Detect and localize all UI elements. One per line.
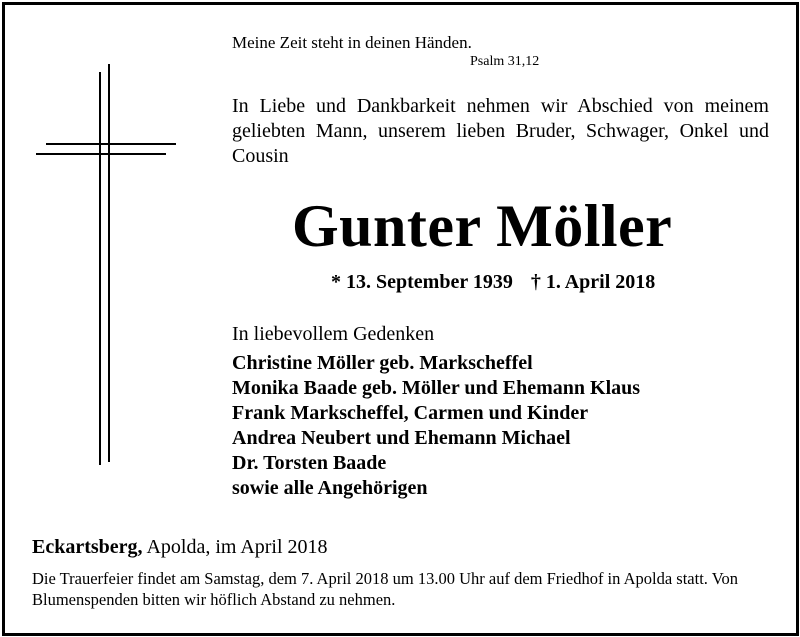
mourner-line: sowie alle Angehörigen xyxy=(232,477,428,499)
mourner-line: Christine Möller geb. Markscheffel xyxy=(232,352,533,374)
place-rest: Apolda, im April 2018 xyxy=(142,536,328,558)
cross-horizontal-beam-bottom xyxy=(36,153,166,155)
mourner-line: Dr. Torsten Baade xyxy=(232,452,387,474)
mourner-line: Andrea Neubert und Ehemann Michael xyxy=(232,427,571,449)
death-date: † 1. April 2018 xyxy=(530,271,656,293)
remembrance-line: In liebevollem Gedenken xyxy=(232,323,435,345)
place-town: Eckartsberg, xyxy=(32,536,143,558)
place-and-date xyxy=(32,536,328,559)
mourner-line: Frank Markscheffel, Carmen und Kinder xyxy=(232,402,589,424)
cross-horizontal-beam-top xyxy=(46,143,176,145)
life-dates xyxy=(331,271,655,294)
deceased-name: Gunter Möller xyxy=(292,193,673,259)
farewell-text: In Liebe und Dankbarkeit nehmen wir Abschied von meinem geliebten Mann, unserem lieben Bruder, Schwager, Onkel und Cousin xyxy=(232,95,769,167)
bible-motto: Meine Zeit steht in deinen Händen. xyxy=(232,33,472,52)
funeral-service-notice: Die Trauerfeier findet am Samstag, dem 7. April 2018 um 13.00 Uhr auf dem Friedhof in Apolda statt. Von Blumenspenden bitten wir höflich Abstand zu nehmen. xyxy=(32,569,739,609)
cross-vertical-beam-right xyxy=(108,64,110,462)
birth-date: * 13. September 1939 xyxy=(331,271,513,293)
mourner-line: Monika Baade geb. Möller und Ehemann Klaus xyxy=(232,377,641,399)
cross-vertical-beam-left xyxy=(99,72,101,465)
psalm-reference: Psalm 31,12 xyxy=(470,54,540,69)
mourners-list xyxy=(232,351,640,501)
